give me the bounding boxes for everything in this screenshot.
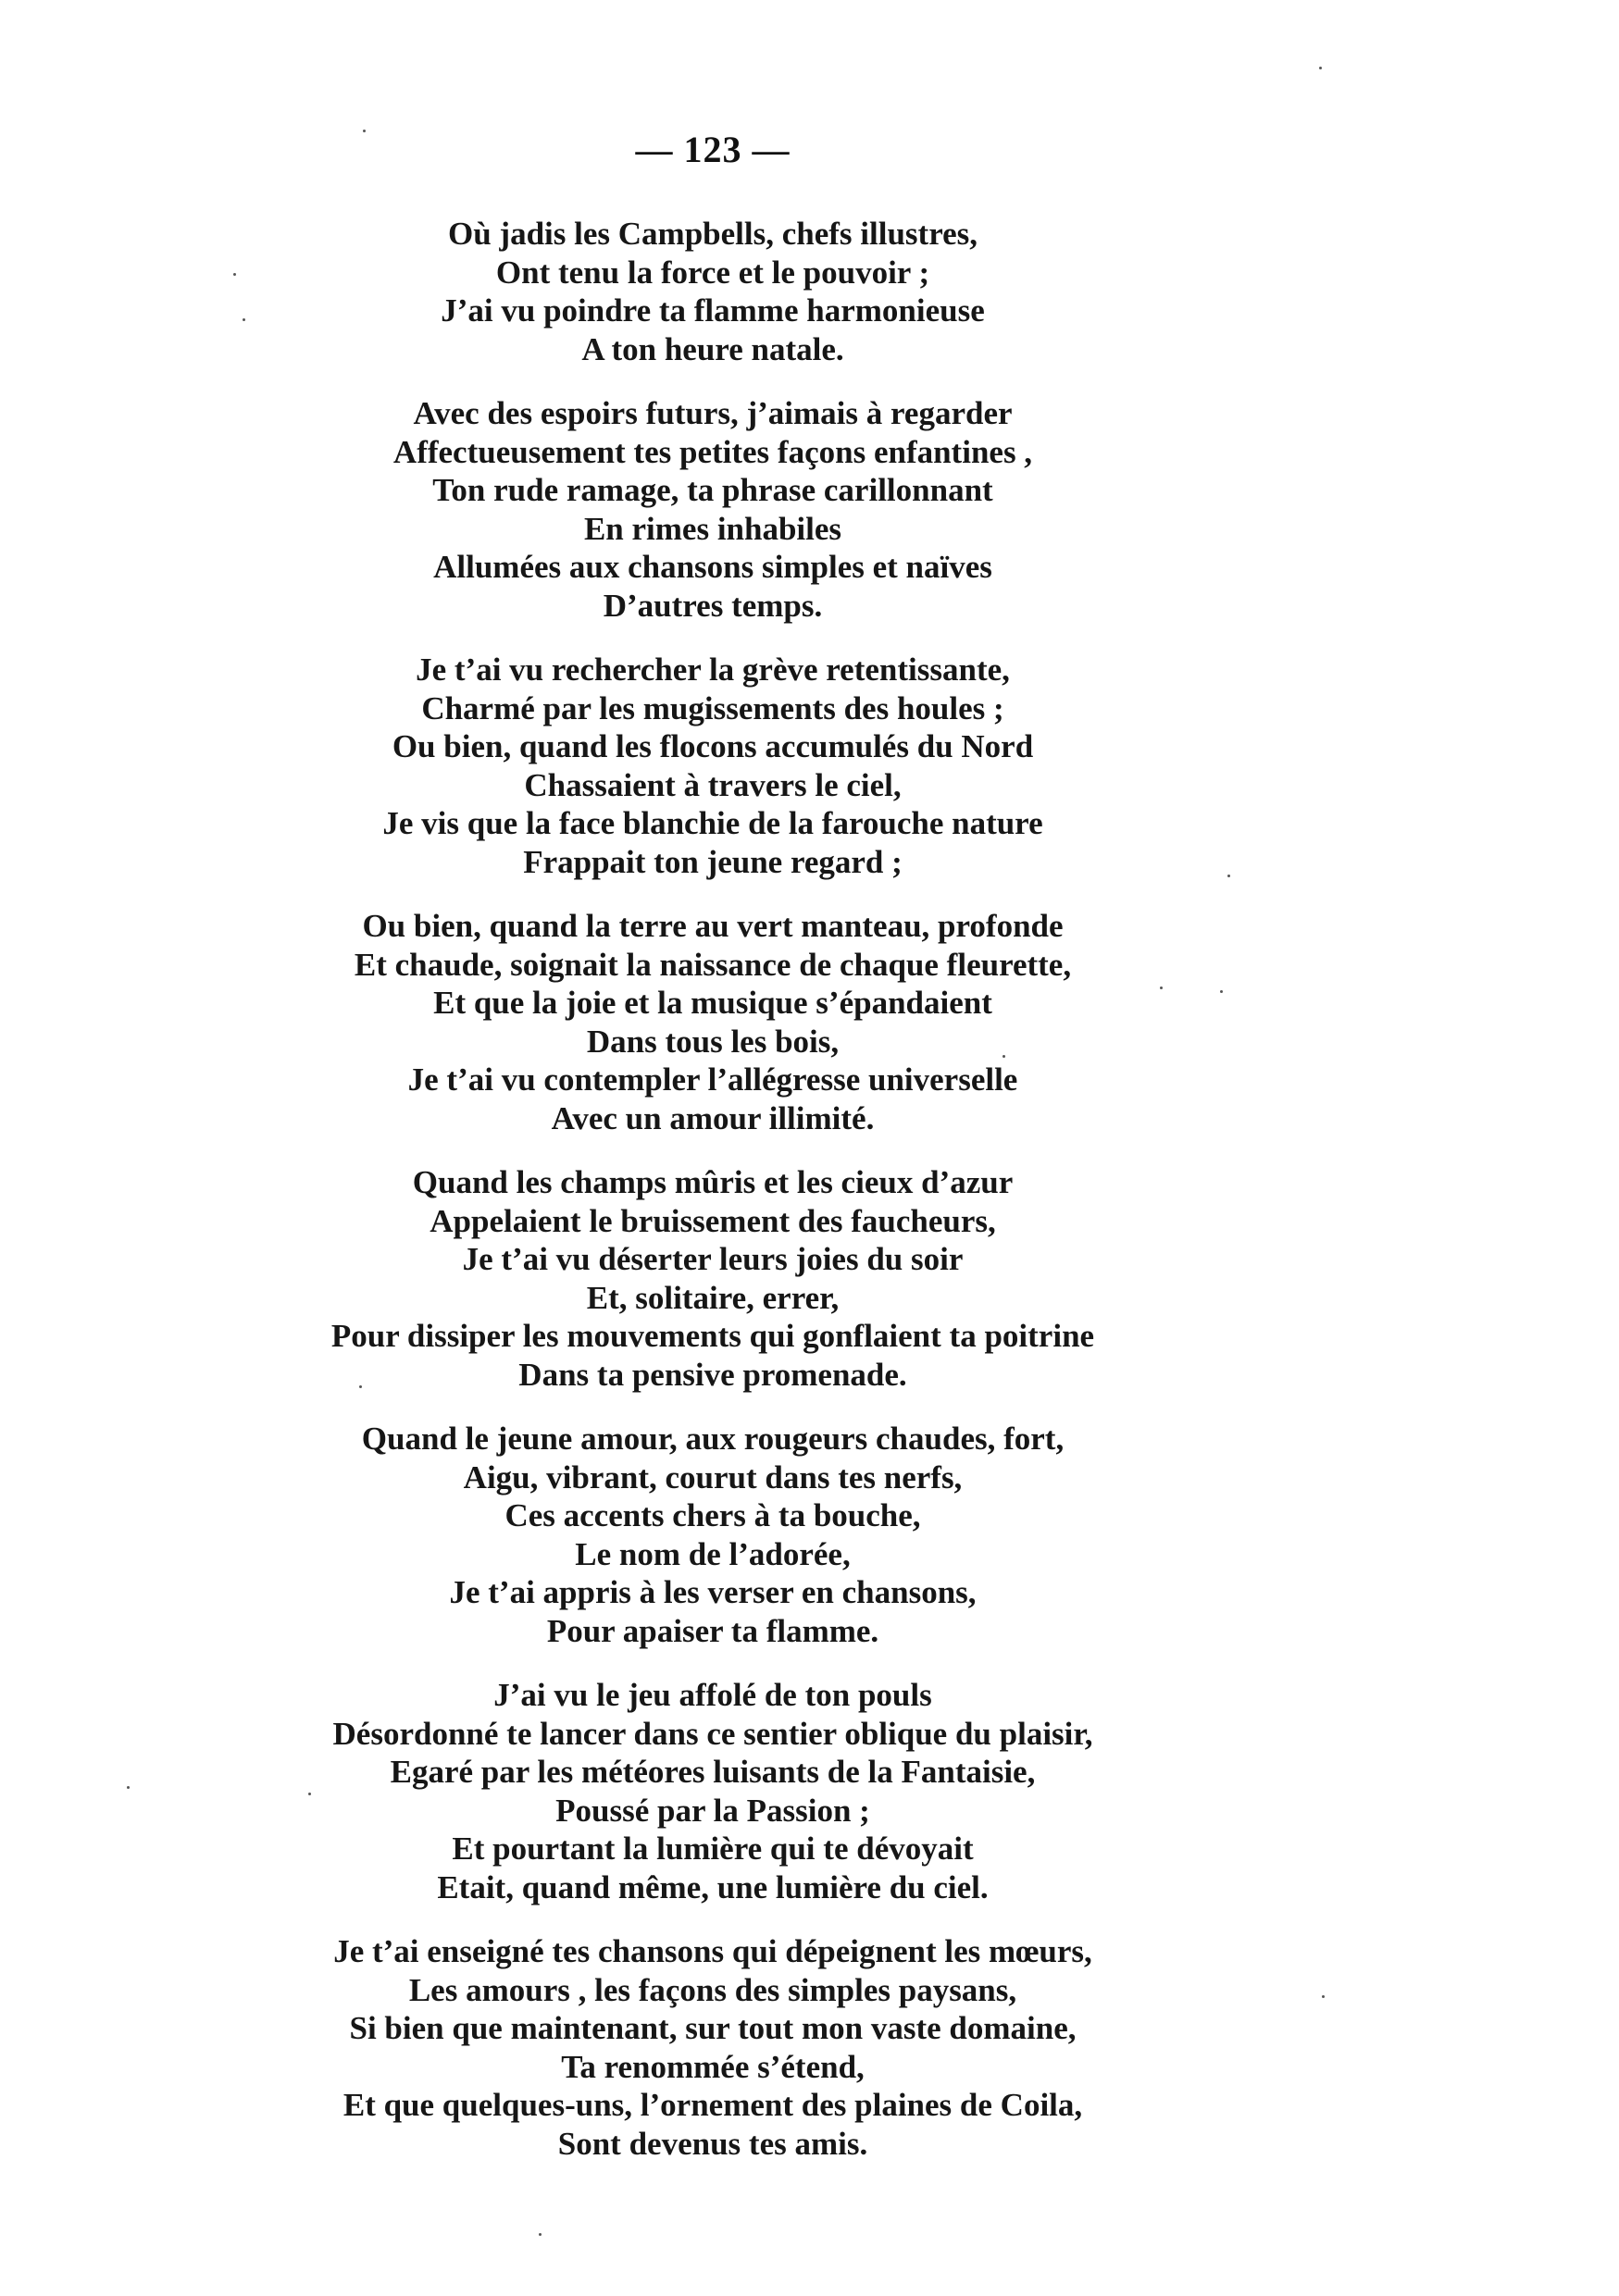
verse-line: Avec des espoirs futurs, j’aimais à regarder: [413, 395, 1013, 431]
verse-line: Affectueusement tes petites façons enfantines ,: [392, 433, 1033, 470]
scan-speck: [127, 1786, 130, 1789]
verse-line: Ou bien, quand la terre au vert manteau, profonde: [362, 908, 1064, 944]
scan-speck: [1322, 1995, 1325, 1998]
stanza: [0, 394, 1426, 625]
verse-line: Ton rude ramage, ta phrase carillonnant: [432, 472, 993, 508]
scan-speck: [1227, 875, 1230, 877]
verse-line: Quand les champs mûris et les cieux d’azur: [412, 1164, 1014, 1200]
verse-line: Et chaude, soignait la naissance de chaque fleurette,: [354, 946, 1072, 983]
verse-line: Je t’ai vu rechercher la grève retentissante,: [416, 652, 1010, 688]
verse-line: Dans ta pensive promenade.: [518, 1356, 907, 1393]
stanza: [0, 1163, 1426, 1394]
verse-line: A ton heure natale.: [581, 330, 844, 367]
verse-line: Quand le jeune amour, aux rougeurs chaudes, fort,: [361, 1421, 1065, 1457]
verse-line: En rimes inhabiles: [583, 510, 842, 547]
verse-line: Dans tous les bois,: [586, 1023, 840, 1060]
verse-line: Ont tenu la force et le pouvoir ;: [495, 254, 930, 291]
verse-line: Egaré par les météores luisants de la Fantaisie,: [390, 1754, 1036, 1790]
poem: [0, 215, 1426, 2189]
scan-speck: [1319, 67, 1322, 69]
scan-speck: [233, 273, 236, 276]
verse-line: Appelaient le bruissement des faucheurs,: [430, 1202, 996, 1239]
scan-speck: [243, 318, 245, 321]
verse-line: Pour apaiser ta flamme.: [546, 1612, 879, 1649]
verse-line: Ta renommée s’étend,: [561, 2048, 865, 2085]
verse-line: Et que quelques-uns, l’ornement des plaines de Coila,: [342, 2087, 1083, 2123]
verse-line: Avec un amour illimité.: [551, 1099, 875, 1136]
verse-line: Désordonné te lancer dans ce sentier oblique du plaisir,: [332, 1715, 1093, 1752]
scan-speck: [308, 1793, 311, 1795]
verse-line: Les amours , les façons des simples paysans,: [408, 1971, 1017, 2008]
verse-line: Et, solitaire, errer,: [586, 1279, 840, 1316]
scan-speck: [1003, 1055, 1005, 1058]
verse-line: J’ai vu le jeu affolé de ton pouls: [493, 1677, 932, 1713]
verse-line: Allumées aux chansons simples et naïves: [433, 549, 992, 585]
verse-line: Je t’ai vu déserter leurs joies du soir: [462, 1241, 964, 1277]
verse-line: Je vis que la face blanchie de la farouche nature: [382, 805, 1043, 841]
verse-line: Poussé par la Passion ;: [555, 1792, 870, 1829]
scan-speck: [1160, 987, 1163, 989]
stanza: [0, 1676, 1426, 1906]
verse-line: D’autres temps.: [603, 587, 823, 624]
verse-line: Frappait ton jeune regard ;: [523, 843, 903, 880]
verse-line: Si bien que maintenant, sur tout mon vaste domaine,: [349, 2010, 1077, 2046]
verse-line: Ou bien, quand les flocons accumulés du Nord: [392, 728, 1034, 764]
stanza: [0, 907, 1426, 1137]
verse-line: Pour dissiper les mouvements qui gonflaient ta poitrine: [330, 1318, 1095, 1354]
verse-line: Et pourtant la lumière qui te dévoyait: [452, 1831, 974, 1867]
verse-line: Je t’ai appris à les verser en chansons,: [449, 1574, 977, 1610]
scan-speck: [1220, 990, 1223, 993]
verse-line: Le nom de l’adorée,: [575, 1535, 851, 1572]
verse-line: J’ai vu poindre ta flamme harmonieuse: [441, 292, 985, 329]
scan-speck: [359, 1385, 362, 1388]
verse-line: Etait, quand même, une lumière du ciel.: [437, 1868, 989, 1905]
stanza: [0, 1420, 1426, 1650]
verse-line: Charmé par les mugissements des houles ;: [421, 689, 1004, 726]
scan-speck: [363, 130, 366, 132]
page-number: — 123 —: [635, 129, 791, 170]
verse-line: Ces accents chers à ta bouche,: [504, 1497, 921, 1533]
verse-line: Je t’ai vu contempler l’allégresse universelle: [407, 1061, 1018, 1098]
verse-line: Sont devenus tes amis.: [557, 2125, 868, 2162]
verse-line: Où jadis les Campbells, chefs illustres,: [447, 216, 978, 252]
verse-line: Je t’ai enseigné tes chansons qui dépeignent les mœurs,: [333, 1933, 1092, 1969]
scan-speck: [539, 2233, 542, 2236]
stanza: [0, 1932, 1426, 2163]
verse-line: Chassaient à travers le ciel,: [524, 766, 902, 803]
verse-line: Aigu, vibrant, courut dans tes nerfs,: [463, 1458, 963, 1496]
verse-line: Et que la joie et la musique s’épandaient: [433, 985, 992, 1021]
stanza: [0, 215, 1426, 368]
stanza: [0, 651, 1426, 881]
